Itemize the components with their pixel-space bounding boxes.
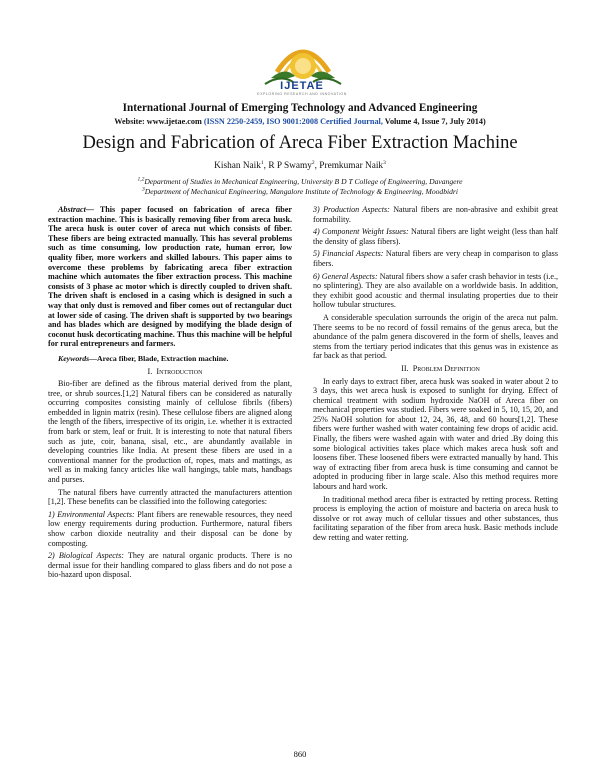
list-item-label: 1) Environmental Aspects: bbox=[48, 509, 135, 519]
website-line bbox=[40, 117, 560, 126]
logo-tagline: EXPLORING RESEARCH AND INNOVATION bbox=[257, 92, 347, 96]
author-name: Kishan Naik bbox=[214, 161, 261, 171]
abstract-label: Abstract— bbox=[58, 205, 94, 214]
list-item-text: Plant fibers are renewable resources, they need low energy requirements during production. Furthermore, natural fibers show carbon dioxide neutrality and their disposal can be done by composting. bbox=[48, 509, 292, 548]
author-sup: 3 bbox=[383, 159, 386, 166]
list-item-label: 4) Component Weight Issues: bbox=[313, 227, 409, 237]
author-name: R P Swamy bbox=[268, 161, 312, 171]
list-item-text: Natural fibers are non-abrasive and exhibit great formability. bbox=[313, 205, 558, 224]
section-title: Introduction bbox=[156, 366, 203, 376]
affiliation-sup: 1,2 bbox=[137, 176, 145, 183]
affiliation-text: Department of Mechanical Engineering, Mangalore Institute of Technology & Engineering, Moodbidri bbox=[144, 187, 458, 196]
paragraph: In traditional method areca fiber is extracted by retting process. Retting process is employing the action of moisture and bacteria on areca husk to dissolve or rot away much of cellular tissues and other substances, thus facilitating separation of the fiber from areca husk. Basic methods include dew retting and water retting. bbox=[313, 494, 558, 542]
list-item-label: 2) Biological Aspects: bbox=[48, 551, 124, 561]
list-item bbox=[313, 227, 558, 246]
list-item-text: Natural fibers are very cheap in comparison to glass fibers. bbox=[313, 249, 558, 268]
author-name: Premkumar Naik bbox=[319, 161, 384, 171]
list-item-text: Natural fibers are light weight (less than half the density of glass fibers). bbox=[313, 227, 558, 246]
website-label[interactable]: Website: www.ijetae.com bbox=[114, 117, 202, 126]
section-number: II. bbox=[401, 363, 409, 373]
paragraph: Bio-fiber are defined as the fibrous material derived from the plant, tree, or shrub sources.[1,2] Natural fibers can be considered as naturally occurring composites consisting mainly of cellulose fibrils (fibers) embedded in lignin matrix (resin). These cellulose fibers are aligned along the length of the fibers, irrespective of its origin, i.e. whether it is extracted from bark or stem, leaf or fruit. It is interesting to note that natural fibers such as jute, coir, banana, sisal, etc., are abundantly available in developing countries like India. At present these fibers are used in a conventional manner for the production of, ropes, mats and mattings, as well as in making fancy articles like wall hangings, table mats, handbags and purses. bbox=[48, 379, 292, 485]
section-heading-introduction bbox=[48, 367, 292, 377]
list-item-label: 6) General Aspects: bbox=[313, 271, 378, 281]
journal-name: International Journal of Emerging Technology and Advanced Engineering bbox=[122, 102, 478, 114]
list-item-text: Natural fibers show a safer crash behavior in tests (i.e., no splintering). They are also available on a worldwide basis. In addition, they exhibit good acoustic and thermal insulating properties due to their hollow tubular structures. bbox=[313, 271, 558, 310]
author-sup: 2 bbox=[311, 159, 315, 166]
list-item bbox=[48, 551, 292, 580]
affiliation-2 bbox=[40, 187, 560, 196]
section-title: Problem Definition bbox=[412, 363, 480, 373]
right-column bbox=[313, 205, 558, 546]
keywords-text: Areca fiber, Blade, Extraction machine. bbox=[97, 353, 229, 363]
keywords bbox=[48, 354, 292, 364]
affiliation-sup: 3 bbox=[141, 186, 145, 193]
author-sup: 1 bbox=[260, 159, 264, 166]
paper-title: Design and Fabrication of Areca Fiber Extraction Machine bbox=[82, 133, 518, 153]
keywords-label: Keywords— bbox=[58, 353, 97, 363]
section-number: I. bbox=[147, 366, 153, 376]
author-list: Kishan Naik$^1$, R P Swamy$^2$, Premkumar Naik$^3$ bbox=[214, 159, 386, 171]
affiliation-text: Department of Studies in Mechanical Engineering, University B D T College of Engineering, Davangere bbox=[144, 177, 463, 186]
list-item bbox=[313, 249, 558, 268]
left-column bbox=[48, 205, 292, 583]
list-item bbox=[48, 510, 292, 548]
volume-text: Volume 4, Issue 7, July 2014) bbox=[384, 117, 486, 126]
section-heading-problem-definition bbox=[313, 364, 558, 374]
list-item bbox=[313, 205, 558, 224]
paragraph: In early days to extract fiber, areca husk was soaked in water about 2 to 3 days, this wet areca husk is exposed to sunlight for drying. Effect of chemical treatment with sodium hydroxide NaOH of Areca fiber on mechanical properties was studied. Fibers were soaked in 5, 10, 15, 20, and 25% NaOH solution for about 12, 24, 36, 48, and 60 hours[1,2]. These fibers were further washed with water containing few drops of acidic acid. Finally, the fibers were washed again with water and dried .By doing this some biological activities takes place which makes areca husk soft and loosens fiber. These loosened fibers were extracted manually by hand. This way of extracting fiber from areca husk is time consuming and cannot be adopted in producing fiber in large scale. Also this method requires more labours and hard work. bbox=[313, 376, 558, 492]
list-item-label: 3) Production Aspects: bbox=[313, 205, 390, 214]
list-item-label: 5) Financial Aspects: bbox=[313, 249, 384, 259]
page-number: 860 bbox=[293, 749, 307, 759]
issn-text: (ISSN 2250-2459, ISO 9001:2008 Certified Journal, bbox=[203, 117, 383, 126]
paragraph: A considerable speculation surrounds the origin of the areca nut palm. There seems to be no record of fossil remains of the genus areca, but the abundance of the palm genera discovered in the form of shells, leaves and stems from the tertiary period indicates that this genus was in existence as far back as that period. bbox=[313, 312, 558, 361]
list-item bbox=[313, 272, 558, 310]
logo-wordmark: IJETAE bbox=[280, 80, 324, 92]
paragraph: The natural fibers have currently attracted the manufacturers attention [1,2]. These benefits can be classified into the following categories: bbox=[48, 487, 292, 507]
abstract bbox=[48, 205, 292, 349]
abstract-text: This paper focused on fabrication of areca fiber extraction machine. This is basically removing fiber from areca husk. The areca husk is outer cover of areca nut which consists of fiber. These fibers are being extracted manually. This has several problems such as time consuming, low production rate, human error, low quality fiber, more workers and skilled labours. This paper aims to overcome these problems by fabricating areca fiber extraction machine which automates the fiber extraction process. This machine consists of 3 phase ac motor which is directly coupled to driven shaft. The driven shaft is enclosed in a casing which is designed in such a way that only dust is removed and fiber comes out of rectangular duct at lower side of casing. The driven shaft is supported by two bearings and has blades which are designed by modifying the blade design of coconut husk decorticating machine. Thus this machine will be helpful for rural entrepreneurs and farmers. bbox=[48, 205, 292, 349]
list-item-text: They are natural organic products. There is no dermal issue for their handling compared to glass fibers and do not pose a bio-hazard upon disposal. bbox=[48, 551, 293, 580]
affiliation-1 bbox=[40, 177, 560, 186]
